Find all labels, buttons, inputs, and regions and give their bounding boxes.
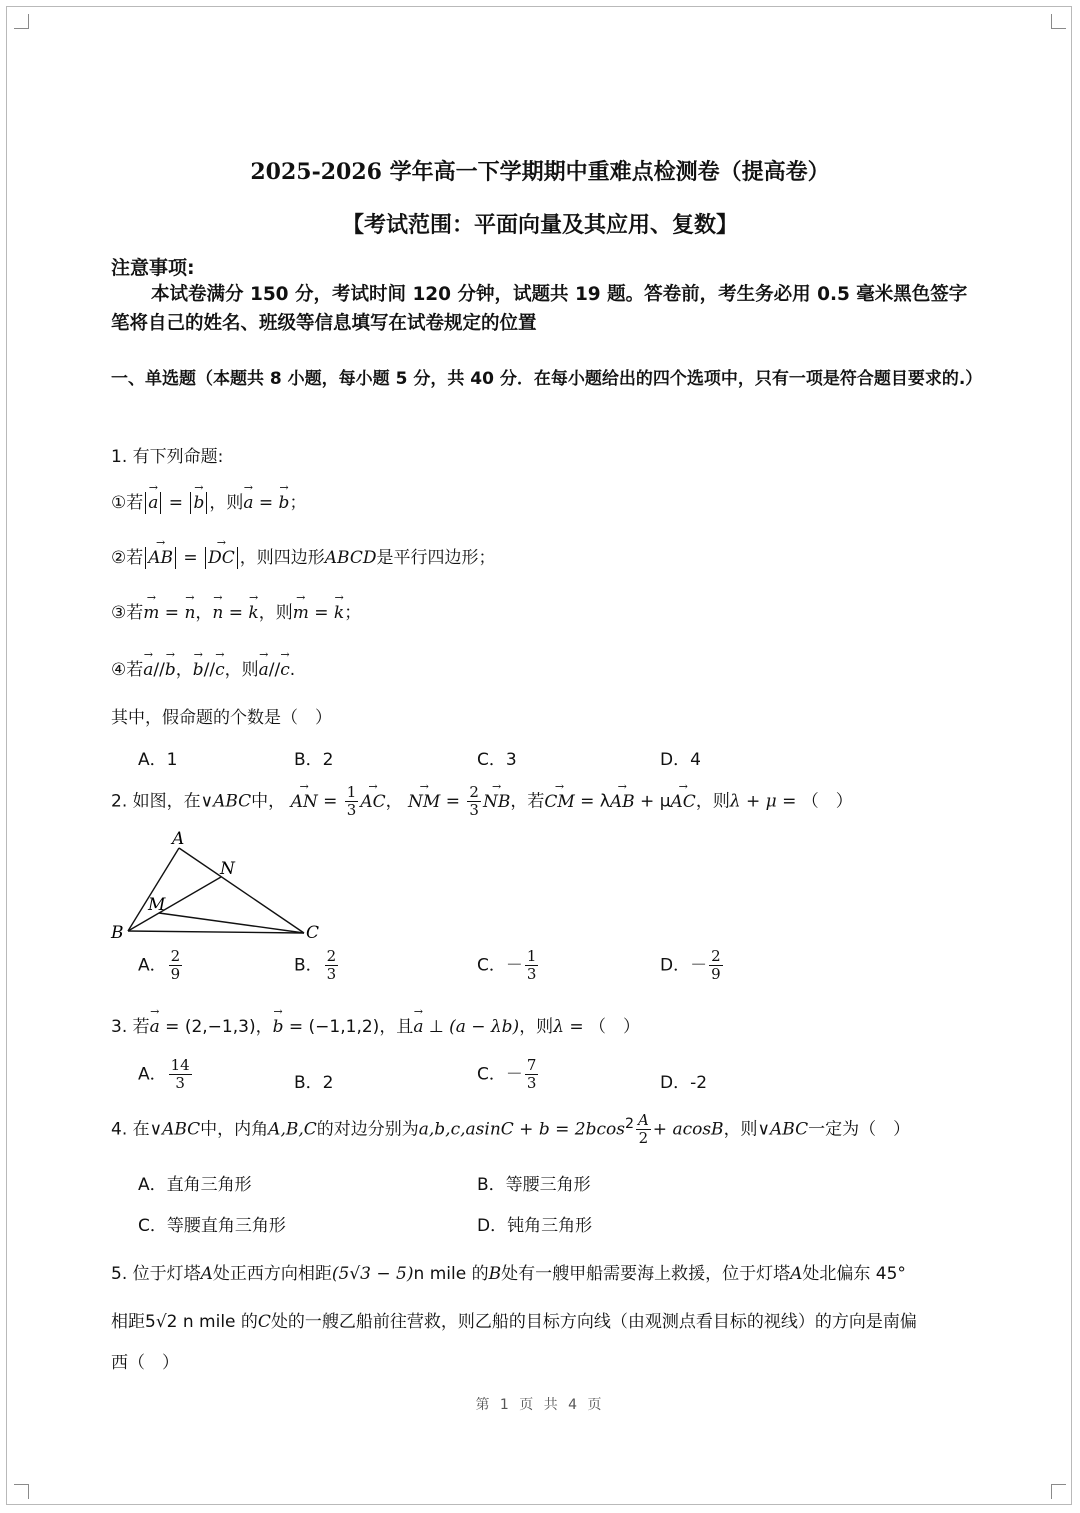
q1-stem: 1. 有下列命题: bbox=[111, 447, 224, 467]
q3-option-b[interactable]: B．2 bbox=[294, 1073, 334, 1093]
crop-mark bbox=[1051, 1484, 1066, 1499]
q4-option-b[interactable]: B．等腰三角形 bbox=[477, 1175, 591, 1195]
label-C: C bbox=[306, 923, 320, 943]
q4-stem: 4. 在∨ABC中，内角A,B,C的对边分别为a,b,c,asinC + b = 2bcos$^2$ $\frac{A}{2}$ + acosB，则∨ABC一定为（ ） bbox=[111, 1111, 911, 1147]
section-heading: 一、单选题（本题共 8 小题，每小题 5 分，共 40 分．在每小题给出的四个选项中，只有一项是符合题目要求的.） bbox=[111, 369, 983, 389]
label-N: N bbox=[220, 859, 235, 879]
label-A: A bbox=[172, 829, 185, 849]
q4-option-c[interactable]: C．等腰直角三角形 bbox=[138, 1216, 286, 1236]
exam-scope: 【考试范围：平面向量及其应用、复数】 bbox=[341, 213, 738, 238]
q3-stem: 3. 若→ a = (2,−1,3)，→ b = (−1,1,2)，且→ a ⊥ (a − λb)，则λ = （ ） bbox=[111, 1012, 640, 1037]
q3-option-a[interactable]: A． $\frac{14}{3}$ bbox=[138, 1056, 190, 1092]
q1-question: 其中，假命题的个数是（ ） bbox=[111, 708, 332, 728]
label-B: B bbox=[111, 923, 124, 943]
q1-prop4: ④若→ a//→ b，→ b//→ c，则→ a//→ c. bbox=[111, 655, 295, 680]
q5-line2: 相距5√2 n mile 的C处的一艘乙船前往营救，则乙船的目标方向线（由观测点看目标的视线）的方向是南偏 bbox=[111, 1312, 917, 1332]
crop-mark bbox=[14, 1484, 29, 1499]
q1-option-c[interactable]: C．3 bbox=[477, 750, 517, 770]
q4-option-d[interactable]: D．钝角三角形 bbox=[477, 1216, 593, 1236]
label-M: M bbox=[148, 895, 166, 915]
exam-title: 2025-2026 学年高一下学期期中重难点检测卷（提高卷） bbox=[250, 159, 830, 185]
q3-option-d[interactable]: D．-2 bbox=[660, 1073, 708, 1093]
q5-line3: 西（ ） bbox=[111, 1353, 179, 1373]
page-footer: 第 1 页 共 4 页 bbox=[475, 1397, 605, 1413]
notice-heading: 注意事项: bbox=[111, 257, 195, 279]
triangle-figure bbox=[108, 828, 328, 943]
q5-line1: 5. 位于灯塔A处正西方向相距(5√3 − 5)n mile 的B处有一艘甲船需要海上救援，位于灯塔A处北偏东 45° bbox=[111, 1264, 906, 1284]
side-BC bbox=[128, 931, 304, 933]
q3-option-c[interactable]: C．－ $\frac{7}{3}$ bbox=[477, 1056, 537, 1092]
side-AB bbox=[128, 848, 179, 931]
segment-BN bbox=[128, 877, 221, 931]
notice-text: 本试卷满分 150 分，考试时间 120 分钟，试题共 19 题。答卷前，考生务必用 0.5 毫米黑色签字笔将自己的姓名、班级等信息填写在试卷规定的位置 bbox=[111, 284, 968, 334]
q1-option-a[interactable]: A．1 bbox=[138, 750, 178, 770]
segment-CM bbox=[159, 913, 304, 933]
q2-option-c[interactable]: C．－ $\frac{1}{3}$ bbox=[477, 947, 537, 983]
q2-option-b[interactable]: B． $\frac{2}{3}$ bbox=[294, 947, 337, 983]
crop-mark bbox=[14, 14, 29, 29]
q1-prop2: ②若→ AB = → DC ，则四边形ABCD是平行四边形； bbox=[111, 543, 495, 569]
q4-option-a[interactable]: A．直角三角形 bbox=[138, 1175, 252, 1195]
q1-prop3: ③若→ m = → n，→ n = → k，则→ m = → k； bbox=[111, 598, 361, 623]
crop-mark bbox=[1051, 14, 1066, 29]
q2-option-a[interactable]: A． $\frac{2}{9}$ bbox=[138, 947, 181, 983]
q2-option-d[interactable]: D．－ $\frac{2}{9}$ bbox=[660, 947, 721, 983]
q1-prop1: ①若→ a = → b ，则→ a = → b； bbox=[111, 488, 306, 514]
q1-option-b[interactable]: B．2 bbox=[294, 750, 334, 770]
q2-stem: 2. 如图，在∨ABC中， → AN = $\frac{1}{3}$ → AC， → NM = $\frac{2}{3}$ → NB，若→ CM = λ→ AB + μ→ AC，则λ + μ = （ ） bbox=[111, 784, 853, 819]
q1-option-d[interactable]: D．4 bbox=[660, 750, 701, 770]
